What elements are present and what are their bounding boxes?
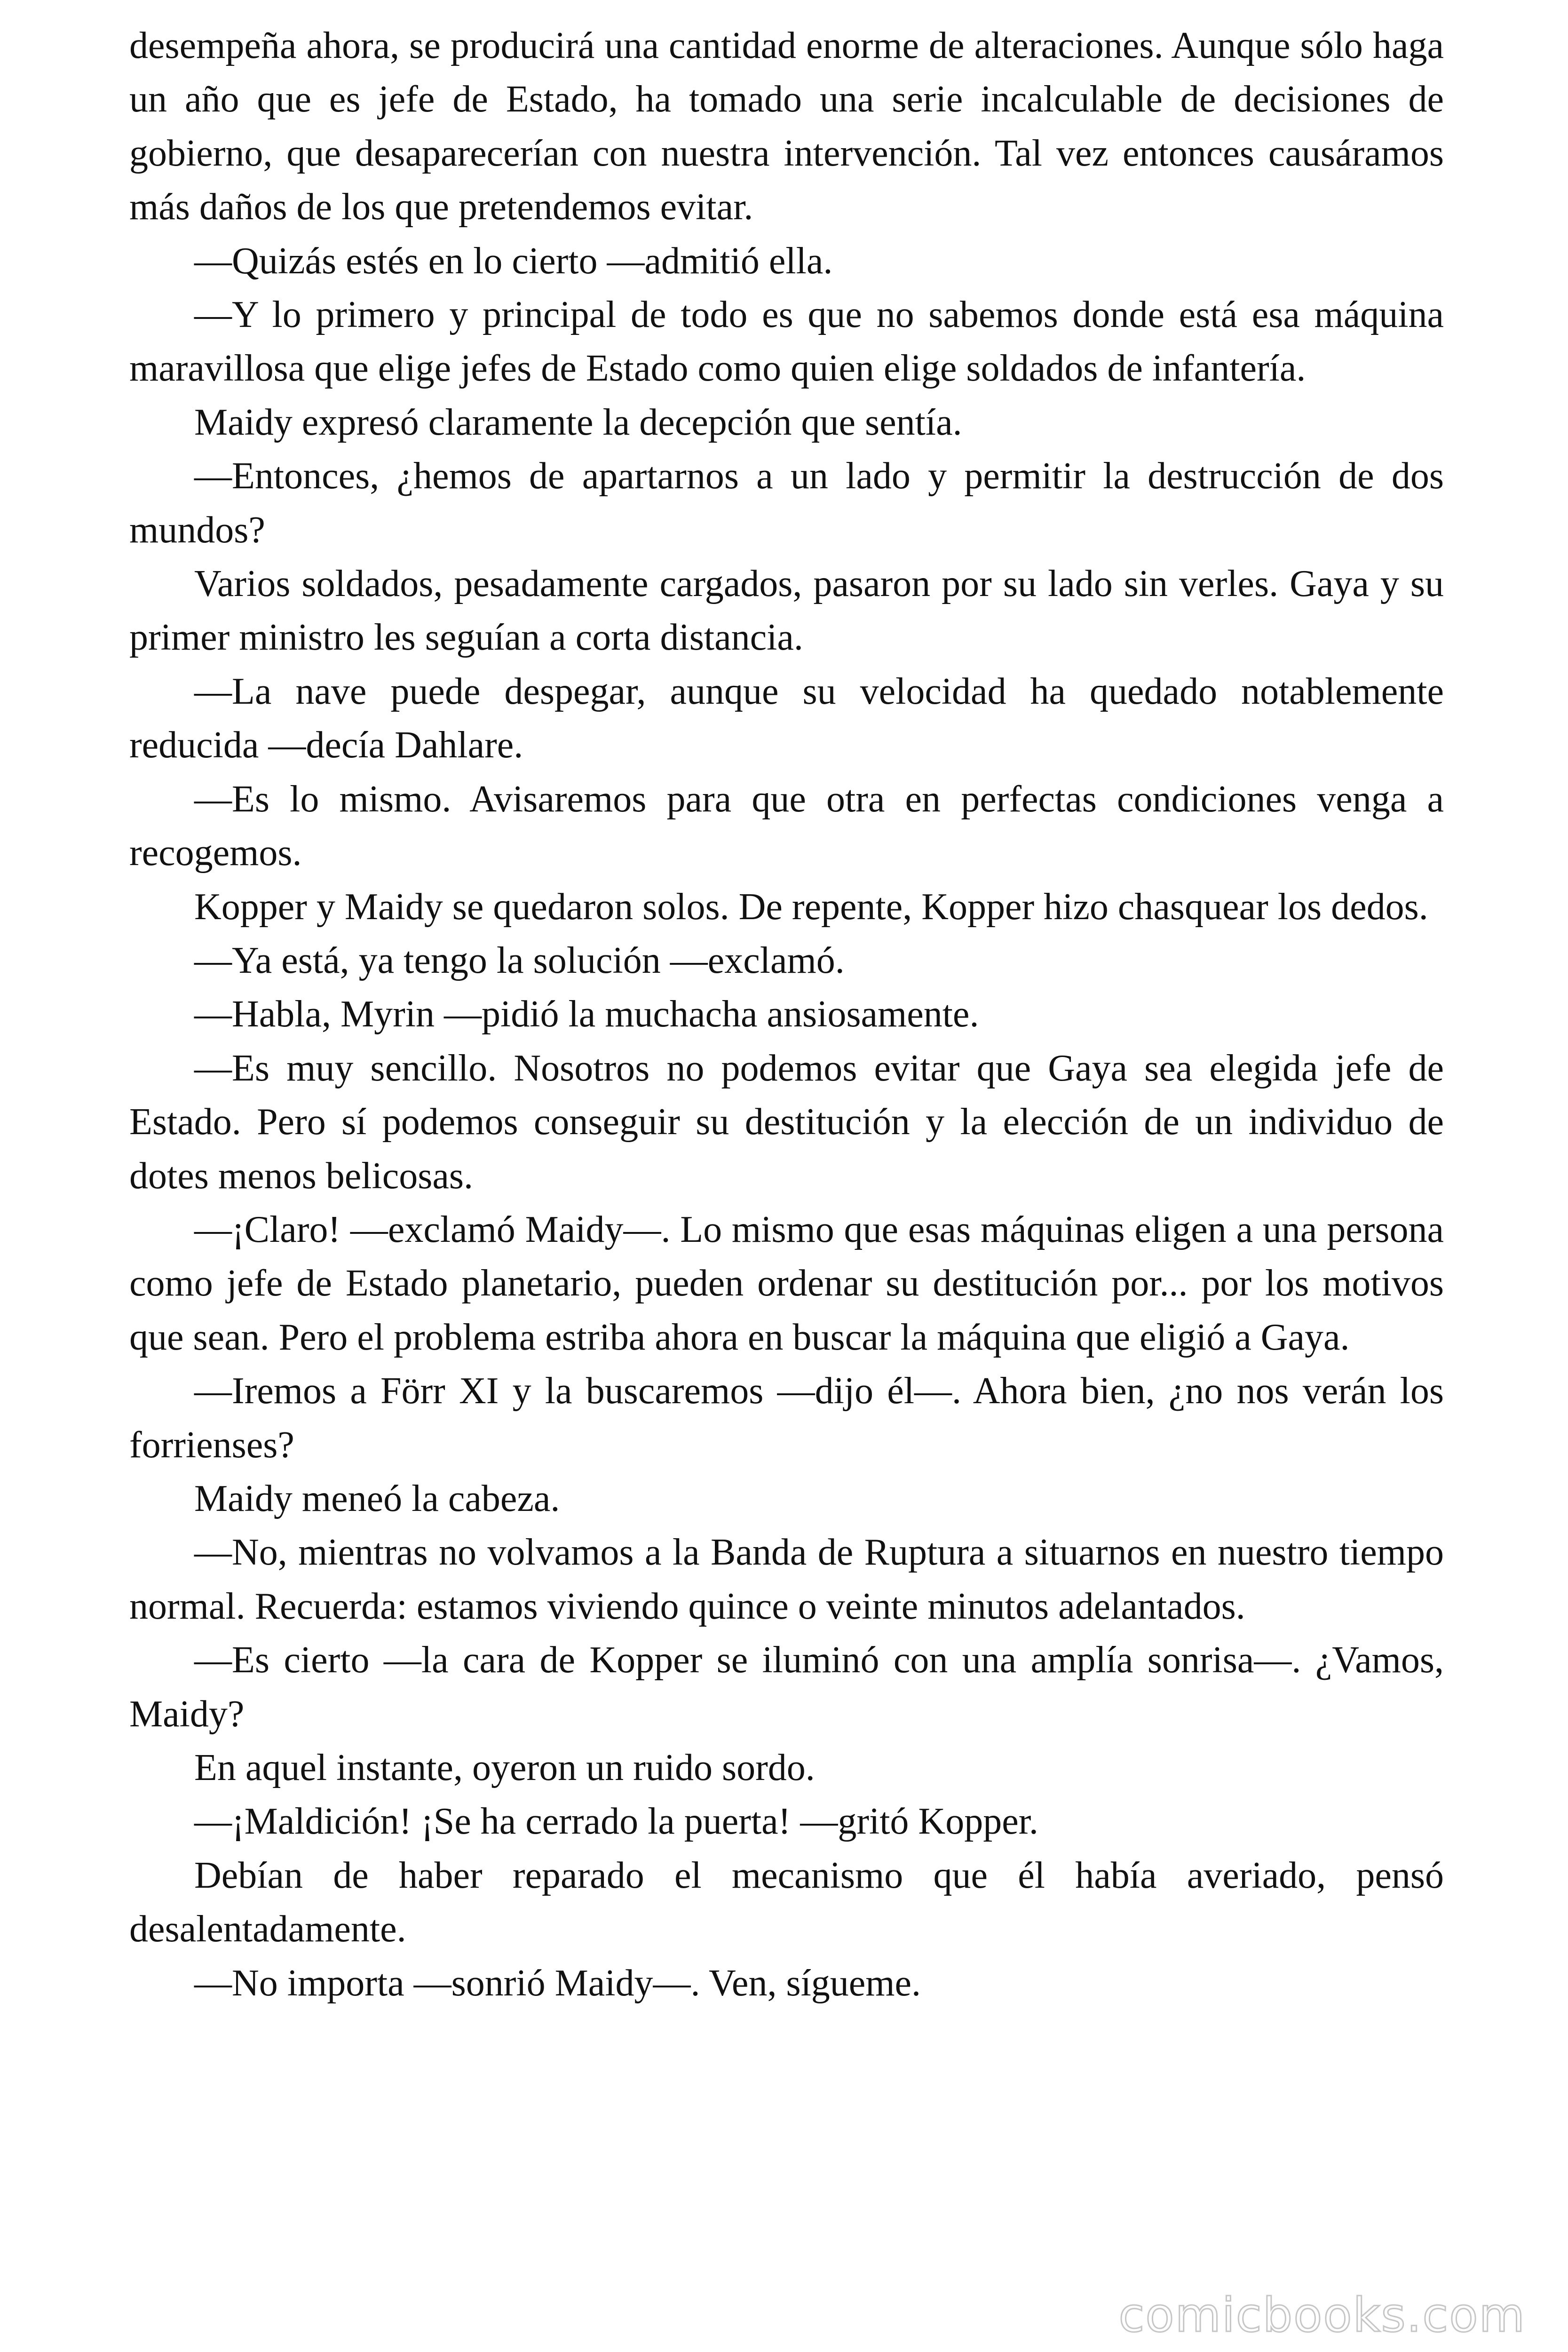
paragraph: —¡Claro! —exclamó Maidy—. Lo mismo que esas máquinas eligen a una persona como jefe de Estado planetario, pueden ordenar su destitución por... por los motivos que sean. Pero el problema estriba ahora en buscar la máquina que eligió a Gaya. [129, 1208, 1444, 1358]
paragraph: Debían de haber reparado el mecanismo que él había averiado, pensó desalentadamente. [129, 1854, 1444, 1950]
paragraph: —Y lo primero y principal de todo es que no sabemos donde está esa máquina maravillosa que elige jefes de Estado como quien elige soldados de infantería. [129, 294, 1444, 389]
paragraph: —¡Maldición! ¡Se ha cerrado la puerta! —gritó Kopper. [194, 1801, 1038, 1843]
paragraph: Kopper y Maidy se quedaron solos. De repente, Kopper hizo chasquear los dedos. [194, 886, 1428, 928]
paragraph: —Iremos a Förr XI y la buscaremos —dijo él—. Ahora bien, ¿no nos verán los forrienses? [129, 1370, 1444, 1466]
paragraph: —Quizás estés en lo cierto —admitió ella. [194, 240, 833, 282]
paragraph: Maidy expresó claramente la decepción que sentía. [194, 401, 962, 443]
paragraph: —Entonces, ¿hemos de apartarnos a un lado y permitir la destrucción de dos mundos? [129, 455, 1444, 551]
paragraph: —Es muy sencillo. Nosotros no podemos evitar que Gaya sea elegida jefe de Estado. Pero sí podemos conseguir su destitución y la elección de un individuo de dotes menos belicosas. [129, 1047, 1444, 1197]
page-body [129, 19, 1444, 2010]
watermark-logo: comicbooks.com [1118, 2288, 1526, 2343]
paragraph: Varios soldados, pesadamente cargados, pasaron por su lado sin verles. Gaya y su primer ministro les seguían a corta distancia. [129, 563, 1444, 659]
paragraph: —Habla, Myrin —pidió la muchacha ansiosamente. [194, 993, 979, 1035]
paragraph: En aquel instante, oyeron un ruido sordo. [194, 1747, 815, 1788]
paragraph: —Ya está, ya tengo la solución —exclamó. [194, 939, 845, 981]
paragraph: —Es cierto —la cara de Kopper se iluminó con una amplía sonrisa—. ¿Vamos, Maidy? [129, 1639, 1444, 1735]
paragraph: —La nave puede despegar, aunque su velocidad ha quedado notablemente reducida —decía Dahlare. [129, 670, 1444, 766]
paragraph: desempeña ahora, se producirá una cantidad enorme de alteraciones. Aunque sólo haga un año que es jefe de Estado, ha tomado una serie incalculable de decisiones de gobierno, que desaparecerían con nuestra intervención. Tal vez entonces causáramos más daños de los que pretendemos evitar. [129, 25, 1444, 228]
paragraph: Maidy meneó la cabeza. [194, 1478, 560, 1519]
paragraph: —Es lo mismo. Avisaremos para que otra en perfectas condiciones venga a recogemos. [129, 778, 1444, 874]
paragraph: —No, mientras no volvamos a la Banda de Ruptura a situarnos en nuestro tiempo normal. Recuerda: estamos viviendo quince o veinte minutos adelantados. [129, 1532, 1444, 1627]
paragraph: —No importa —sonrió Maidy—. Ven, sígueme. [194, 1962, 921, 2004]
